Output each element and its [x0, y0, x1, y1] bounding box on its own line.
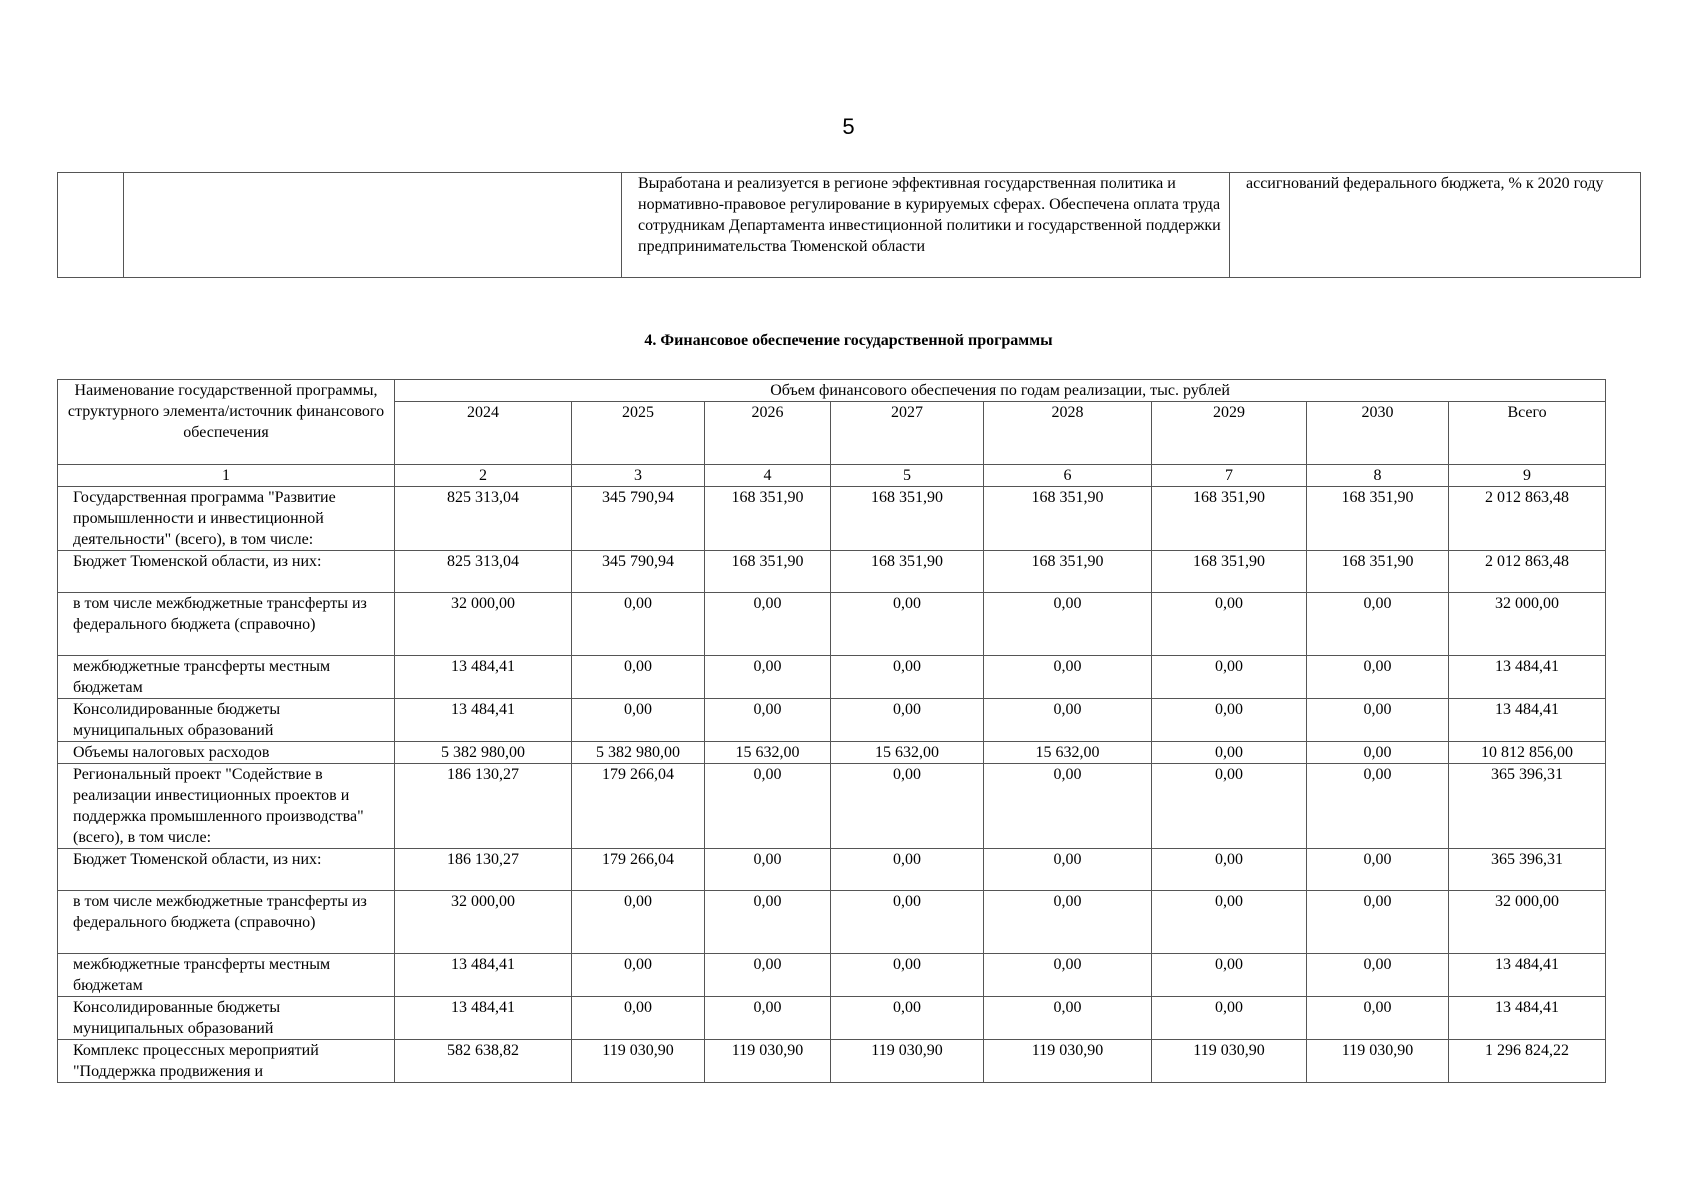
total-value-cell: 365 396,31 [1449, 849, 1606, 891]
value-cell: 0,00 [572, 997, 705, 1040]
value-cell: 582 638,82 [395, 1040, 572, 1083]
value-cell: 0,00 [705, 699, 831, 742]
value-cell: 0,00 [984, 997, 1152, 1040]
value-cell: 15 632,00 [831, 742, 984, 764]
column-number-row [58, 465, 1606, 487]
row-name-cell: Бюджет Тюменской области, из них: [58, 849, 395, 891]
table-row [58, 656, 1606, 699]
value-cell: 0,00 [831, 656, 984, 699]
table-row [58, 173, 1641, 278]
value-cell: 186 130,27 [395, 764, 572, 849]
value-cell: 0,00 [1307, 849, 1449, 891]
total-value-cell: 13 484,41 [1449, 656, 1606, 699]
column-number: 3 [572, 465, 705, 487]
total-value-cell: 13 484,41 [1449, 997, 1606, 1040]
value-cell: 0,00 [705, 849, 831, 891]
value-cell: 0,00 [572, 699, 705, 742]
row-name-cell: Консолидированные бюджеты муниципальных образований [58, 699, 395, 742]
row-name-cell: Консолидированные бюджеты муниципальных образований [58, 997, 395, 1040]
goals-table-fragment [57, 172, 1641, 278]
table-row [58, 997, 1606, 1040]
row-name-cell: межбюджетные трансферты местным бюджетам [58, 954, 395, 997]
column-number: 9 [1449, 465, 1606, 487]
value-cell: 0,00 [1307, 891, 1449, 954]
value-cell: 0,00 [572, 954, 705, 997]
value-cell: 0,00 [1152, 764, 1307, 849]
empty-cell [124, 173, 622, 278]
value-cell: 15 632,00 [984, 742, 1152, 764]
table-row [58, 1040, 1606, 1083]
value-cell: 0,00 [1152, 954, 1307, 997]
page-number: 5 [842, 114, 855, 139]
value-cell: 168 351,90 [705, 551, 831, 593]
total-value-cell: 32 000,00 [1449, 593, 1606, 656]
column-number: 4 [705, 465, 831, 487]
row-name-cell: в том числе межбюджетные трансферты из федерального бюджета (справочно) [58, 891, 395, 954]
value-cell: 0,00 [1307, 764, 1449, 849]
total-value-cell: 13 484,41 [1449, 954, 1606, 997]
value-cell: 168 351,90 [1152, 487, 1307, 551]
table-row [58, 891, 1606, 954]
total-value-cell: 32 000,00 [1449, 891, 1606, 954]
value-cell: 0,00 [1152, 656, 1307, 699]
value-cell: 32 000,00 [395, 891, 572, 954]
row-name-cell: Объемы налоговых расходов [58, 742, 395, 764]
value-cell: 0,00 [705, 891, 831, 954]
row-name-cell: в том числе межбюджетные трансферты из федерального бюджета (справочно) [58, 593, 395, 656]
value-cell: 0,00 [1307, 954, 1449, 997]
value-cell: 119 030,90 [1307, 1040, 1449, 1083]
total-value-cell: 1 296 824,22 [1449, 1040, 1606, 1083]
value-cell: 0,00 [984, 764, 1152, 849]
total-value-cell: 365 396,31 [1449, 764, 1606, 849]
row-name-cell: Комплекс процессных мероприятий "Поддержка продвижения и [58, 1040, 395, 1083]
value-cell: 168 351,90 [831, 487, 984, 551]
value-cell: 13 484,41 [395, 699, 572, 742]
table-row [58, 487, 1606, 551]
table-row [58, 551, 1606, 593]
total-value-cell: 10 812 856,00 [1449, 742, 1606, 764]
value-cell: 119 030,90 [572, 1040, 705, 1083]
year-header: 2026 [705, 402, 831, 465]
financial-table [57, 379, 1606, 1083]
value-cell: 0,00 [1307, 997, 1449, 1040]
value-cell: 0,00 [831, 997, 984, 1040]
value-cell: 825 313,04 [395, 551, 572, 593]
column-number: 2 [395, 465, 572, 487]
column-number: 6 [984, 465, 1152, 487]
row-name-cell: межбюджетные трансферты местным бюджетам [58, 656, 395, 699]
value-cell: 0,00 [831, 849, 984, 891]
value-cell: 186 130,27 [395, 849, 572, 891]
value-cell: 0,00 [831, 954, 984, 997]
value-cell: 0,00 [831, 593, 984, 656]
table-row [58, 954, 1606, 997]
value-cell: 0,00 [984, 699, 1152, 742]
value-cell: 168 351,90 [831, 551, 984, 593]
value-cell: 345 790,94 [572, 487, 705, 551]
value-cell: 0,00 [705, 954, 831, 997]
value-cell: 15 632,00 [705, 742, 831, 764]
indicator-text-cell: ассигнований федерального бюджета, % к 2020 году [1230, 173, 1641, 278]
year-header: 2029 [1152, 402, 1307, 465]
value-cell: 168 351,90 [984, 551, 1152, 593]
column-number: 8 [1307, 465, 1449, 487]
value-cell: 0,00 [984, 954, 1152, 997]
value-cell: 0,00 [831, 764, 984, 849]
value-cell: 0,00 [1152, 997, 1307, 1040]
table-row [58, 742, 1606, 764]
value-cell: 0,00 [705, 997, 831, 1040]
row-name-cell: Государственная программа "Развитие промышленности и инвестиционной деятельности" (всего), в том числе: [58, 487, 395, 551]
value-cell: 825 313,04 [395, 487, 572, 551]
value-cell: 0,00 [1152, 699, 1307, 742]
value-cell: 0,00 [1152, 742, 1307, 764]
value-cell: 179 266,04 [572, 764, 705, 849]
total-value-cell: 2 012 863,48 [1449, 487, 1606, 551]
value-cell: 345 790,94 [572, 551, 705, 593]
value-cell: 168 351,90 [705, 487, 831, 551]
value-cell: 0,00 [572, 593, 705, 656]
goal-text-cell: Выработана и реализуется в регионе эффективная государственная политика и нормативно-правовое регулирование в курируемых сферах. Обеспечена оплата труда сотрудникам Департамента инвестиционной политики и государственной поддержки предпринимательства Тюменской области [622, 173, 1230, 278]
column-number: 7 [1152, 465, 1307, 487]
row-name-cell: Бюджет Тюменской области, из них: [58, 551, 395, 593]
value-cell: 13 484,41 [395, 997, 572, 1040]
value-cell: 32 000,00 [395, 593, 572, 656]
value-cell: 0,00 [705, 593, 831, 656]
year-header: 2024 [395, 402, 572, 465]
value-cell: 0,00 [984, 593, 1152, 656]
table-row [58, 849, 1606, 891]
total-header: Всего [1449, 402, 1606, 465]
value-cell: 13 484,41 [395, 656, 572, 699]
value-cell: 168 351,90 [984, 487, 1152, 551]
year-header: 2027 [831, 402, 984, 465]
value-cell: 0,00 [1307, 742, 1449, 764]
value-cell: 0,00 [1307, 656, 1449, 699]
value-cell: 0,00 [831, 699, 984, 742]
value-cell: 168 351,90 [1307, 487, 1449, 551]
table-row [58, 593, 1606, 656]
total-value-cell: 2 012 863,48 [1449, 551, 1606, 593]
table-row [58, 764, 1606, 849]
value-cell: 0,00 [572, 891, 705, 954]
value-cell: 0,00 [705, 764, 831, 849]
section-title: 4. Финансовое обеспечение государственной программы [644, 332, 1053, 349]
empty-cell [58, 173, 124, 278]
value-cell: 0,00 [572, 656, 705, 699]
value-cell: 0,00 [705, 656, 831, 699]
value-cell: 168 351,90 [1152, 551, 1307, 593]
column-number: 1 [58, 465, 395, 487]
header-row [58, 380, 1606, 402]
value-cell: 119 030,90 [984, 1040, 1152, 1083]
year-header: 2030 [1307, 402, 1449, 465]
value-cell: 168 351,90 [1307, 551, 1449, 593]
value-cell: 0,00 [984, 849, 1152, 891]
value-cell: 0,00 [1307, 593, 1449, 656]
value-cell: 5 382 980,00 [572, 742, 705, 764]
value-cell: 119 030,90 [831, 1040, 984, 1083]
column-number: 5 [831, 465, 984, 487]
header-volume-cell: Объем финансового обеспечения по годам реализации, тыс. рублей [395, 380, 1606, 402]
value-cell: 0,00 [1152, 849, 1307, 891]
value-cell: 0,00 [1152, 593, 1307, 656]
value-cell: 5 382 980,00 [395, 742, 572, 764]
value-cell: 119 030,90 [705, 1040, 831, 1083]
year-header: 2028 [984, 402, 1152, 465]
value-cell: 119 030,90 [1152, 1040, 1307, 1083]
value-cell: 13 484,41 [395, 954, 572, 997]
row-name-cell: Региональный проект "Содействие в реализации инвестиционных проектов и поддержка промышленного производства" (всего), в том числе: [58, 764, 395, 849]
value-cell: 0,00 [1152, 891, 1307, 954]
value-cell: 0,00 [984, 891, 1152, 954]
value-cell: 0,00 [831, 891, 984, 954]
value-cell: 179 266,04 [572, 849, 705, 891]
value-cell: 0,00 [984, 656, 1152, 699]
total-value-cell: 13 484,41 [1449, 699, 1606, 742]
value-cell: 0,00 [1307, 699, 1449, 742]
header-name-cell: Наименование государственной программы, структурного элемента/источник финансового обеспечения [58, 380, 395, 465]
table-row [58, 699, 1606, 742]
year-header: 2025 [572, 402, 705, 465]
